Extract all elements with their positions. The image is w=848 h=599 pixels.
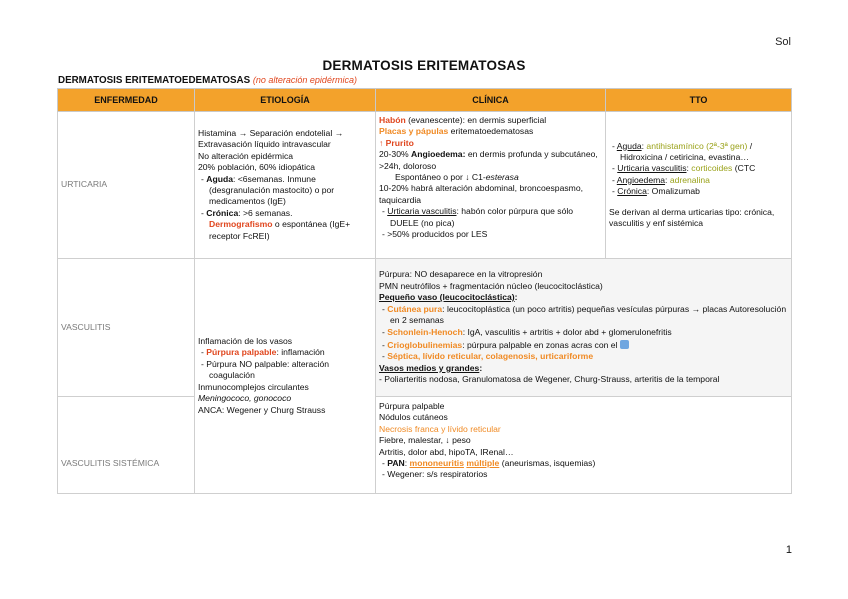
mononeuritis-text: mononeuritis [409, 458, 464, 469]
table-header-row [58, 89, 792, 112]
angio-label: Angioedema: [411, 149, 466, 160]
etio-line: Meningococo, gonococo [198, 393, 292, 404]
vmg-colon: : [479, 362, 483, 373]
cold-icon [620, 340, 629, 349]
disease-vasculitis-sistemica: VASCULITIS SISTÉMICA [58, 397, 195, 494]
purpura-palpable-text: : inflamación [276, 347, 325, 358]
clin-pequeno-vaso [379, 292, 788, 303]
clin-les: - >50% producidos por LES [382, 229, 488, 240]
clin-line: Púrpura palpable [379, 401, 445, 411]
etio-purpura-palpable: - Púrpura palpable: inflamación [201, 347, 325, 358]
header-etiologia: ETIOLOGÍA [195, 89, 376, 112]
disease-vasculitis: VASCULITIS [58, 259, 195, 397]
cutanea-text: : leucocitoplástica (un poco artritis) pequeñas vesículas púrpuras → placas Autoresolución en 2 semanas [390, 303, 787, 326]
espont-text: Espontáneo o por ↓ C1- [395, 172, 486, 183]
section-subtitle [58, 75, 357, 86]
np-text: Púrpura NO palpable: alteración coagulación [206, 358, 330, 381]
clin-vasos-medios [379, 363, 788, 374]
clin-line: Artritis, dolor abd, hipoTA, IRenal… [379, 446, 514, 457]
subtitle-note: (no alteración epidérmica) [252, 75, 357, 85]
etio-purpura-no-palpable: - Púrpura NO palpable: alteración coagulación [201, 358, 330, 381]
clin-angioedema [379, 149, 602, 172]
clin-prurito: ↑ Prurito [379, 137, 414, 148]
tto-cronica: - Crónica: Omalizumab [612, 186, 700, 197]
clin-habon [379, 115, 602, 126]
septica-text: Séptica, lívido reticular, colagenosis, urticariforme [387, 351, 594, 362]
clinica-vasculitis [376, 259, 792, 397]
clin-urt-vasc: - Urticaria vasculitis: habón color púrpura que sólo DUELE (no pica) [382, 206, 574, 228]
purpura-palpable-label: Púrpura palpable [206, 347, 277, 358]
esterasa-text: esterasa [485, 172, 519, 183]
cutanea-label: Cutánea pura [387, 303, 443, 314]
tto-cronica-text: : Omalizumab [646, 186, 700, 197]
etio-line: Inflamación de los vasos [198, 336, 293, 347]
clin-line: Fiebre, malestar, ↓ peso [379, 435, 471, 446]
crio-label: Crioglobulinemias [387, 339, 463, 350]
etio-cronica-item: - Crónica: >6 semanas. [201, 207, 293, 218]
tto-urt-rest: (CTC [732, 163, 756, 174]
tto-aguda-rest: / Hidroxicina / cetiricina, evastina… [620, 140, 753, 162]
tto-urt-vasc: - Urticaria vasculitis: corticoides (CTC [612, 163, 756, 174]
tto-cronica-label: Crónica [617, 186, 647, 197]
clin-placas [379, 126, 602, 137]
dermatosis-table [57, 88, 792, 494]
disease-urticaria: URTICARIA [58, 112, 195, 259]
clin-pan: - PAN: mononeuritis múltiple (aneurismas, isquemias) [382, 458, 596, 469]
tto-urticaria [606, 112, 792, 259]
etiologia-urticaria [195, 112, 376, 259]
clin-line: Nódulos cutáneos [379, 412, 448, 423]
etio-line: ANCA: Wegener y Churg Strauss [198, 404, 326, 415]
header-tto: TTO [606, 89, 792, 112]
document-title: DERMATOSIS ERITEMATOSAS [322, 58, 526, 73]
pv-colon: : [514, 292, 518, 303]
clin-schonlein: - Schonlein-Henoch: IgA, vasculitis + artritis + dolor abd + glomerulonefritis [382, 326, 672, 337]
etio-dermografismo [198, 219, 372, 242]
etio-line: 20% población, 60% idiopática [198, 162, 316, 173]
pv-label: Pequeño vaso (leucocitoclástica) [379, 292, 515, 303]
placas-text: eritematoedematosas [448, 126, 534, 137]
tto-aguda: - Aguda: antihistamínico (2ª-3ª gen) / Hidroxicina / cetiricina, evastina… [612, 140, 753, 162]
tto-derivan: Se derivan al derma urticarias tipo: crónica, vasculitis y enf sistémica [609, 206, 775, 229]
clinica-urticaria [376, 112, 606, 259]
clin-line: PMN neutrófilos + fragmentación núcleo (leucocitoclástica) [379, 280, 603, 291]
table-row-vasculitis-sistemica [58, 397, 792, 494]
clin-crio: - Crioglobulinemias: púrpura palpable en zonas acras con el [379, 340, 788, 351]
etio-aguda-item: - Aguda: <6semanas. Inmune (desgranulación mastocito) o por medicamentos (IgE) [201, 173, 335, 207]
pan-label: PAN [387, 458, 405, 469]
clin-necrosis: Necrosis franca y lívido reticular [379, 423, 501, 434]
clin-espontaneo [379, 172, 602, 183]
tto-aguda-label: Aguda [616, 140, 642, 151]
clinica-sistemica [376, 397, 792, 494]
table-row-urticaria [58, 112, 792, 259]
clin-wegener: - Wegener: s/s respiratorios [382, 469, 488, 480]
clin-poliarteritis: - Poliarteritis nodosa, Granulomatosa de Wegener, Churg-Strauss, arteritis de la temporal [379, 374, 720, 385]
aguda-text: : <6semanas. Inmune (desgranulación mastocito) o por medicamentos (IgE) [209, 173, 335, 207]
author-name: Sol [775, 36, 791, 48]
multiple-text: múltiple [466, 458, 500, 469]
etiologia-vasculitis [195, 259, 376, 494]
aguda-label: Aguda [206, 173, 233, 184]
cronica-label: Crónica [206, 207, 239, 218]
etio-line: Histamina → Separación endotelial → [198, 127, 344, 138]
page-number: 1 [785, 544, 792, 556]
dermografismo-text: o espontánea (IgE+ receptor FcREI) [209, 219, 351, 241]
etio-line: Inmunocomplejos circulantes [198, 381, 309, 392]
urt-vasc-text: : habón color púrpura que sólo DUELE (no pica) [390, 206, 574, 228]
clin-cutanea: - Cutánea pura: leucocitoplástica (un poco artritis) pequeñas vesículas púrpuras → placas Autoresolución en 2 semanas [382, 303, 787, 326]
les-text: >50% producidos por LES [387, 229, 488, 240]
schonlein-text: : IgA, vasculitis + artritis + dolor abd + glomerulonefritis [462, 326, 672, 337]
pan-colon: : [404, 458, 410, 469]
header-enfermedad: ENFERMEDAD [58, 89, 195, 112]
pan-rest: (aneurismas, isquemias) [499, 458, 596, 469]
tto-urt-green: corticoides [691, 163, 733, 174]
angio-pre: 20-30% [379, 149, 412, 160]
clin-line: Púrpura: NO desaparece en la vitropresión [379, 269, 543, 280]
placas-label: Placas y pápulas [379, 126, 449, 137]
angio-text: en dermis profunda y subcutáneo, >24h, doloroso [379, 149, 598, 171]
header-clinica: CLÍNICA [376, 89, 606, 112]
vmg-label: Vasos medios y grandes [379, 362, 480, 373]
dermografismo-label: Dermografismo [209, 219, 273, 230]
habon-label: Habón [379, 115, 406, 125]
etio-line: No alteración epidérmica [198, 150, 294, 161]
table-row-vasculitis [58, 259, 792, 397]
wegener-text: Wegener: s/s respiratorios [387, 469, 488, 480]
tto-angio-green: adrenalina [669, 174, 710, 185]
schonlein-label: Schonlein-Henoch [387, 326, 463, 337]
clin-abdominal: 10-20% habrá alteración abdominal, broncoespasmo, taquicardia [379, 183, 583, 205]
tto-angio-label: Angioedema [616, 174, 666, 185]
cronica-text: : >6 semanas. [238, 207, 293, 218]
crio-text: : púrpura palpable en zonas acras con el [462, 339, 618, 350]
urt-vasc-label: Urticaria vasculitis [387, 206, 457, 217]
tto-aguda-green: antihistamínico (2ª-3ª gen) [646, 140, 748, 151]
habon-text: (evanescente): en dermis superficial [405, 115, 547, 125]
clin-septica: - Séptica, lívido reticular, colagenosis, urticariforme [382, 351, 594, 362]
subtitle-text: DERMATOSIS ERITEMATOEDEMATOSAS [58, 75, 251, 86]
tto-angio: - Angioedema: adrenalina [612, 174, 710, 185]
tto-urt-label: Urticaria vasculitis [617, 163, 687, 174]
etio-line: Extravasación líquido intravascular [198, 139, 331, 150]
